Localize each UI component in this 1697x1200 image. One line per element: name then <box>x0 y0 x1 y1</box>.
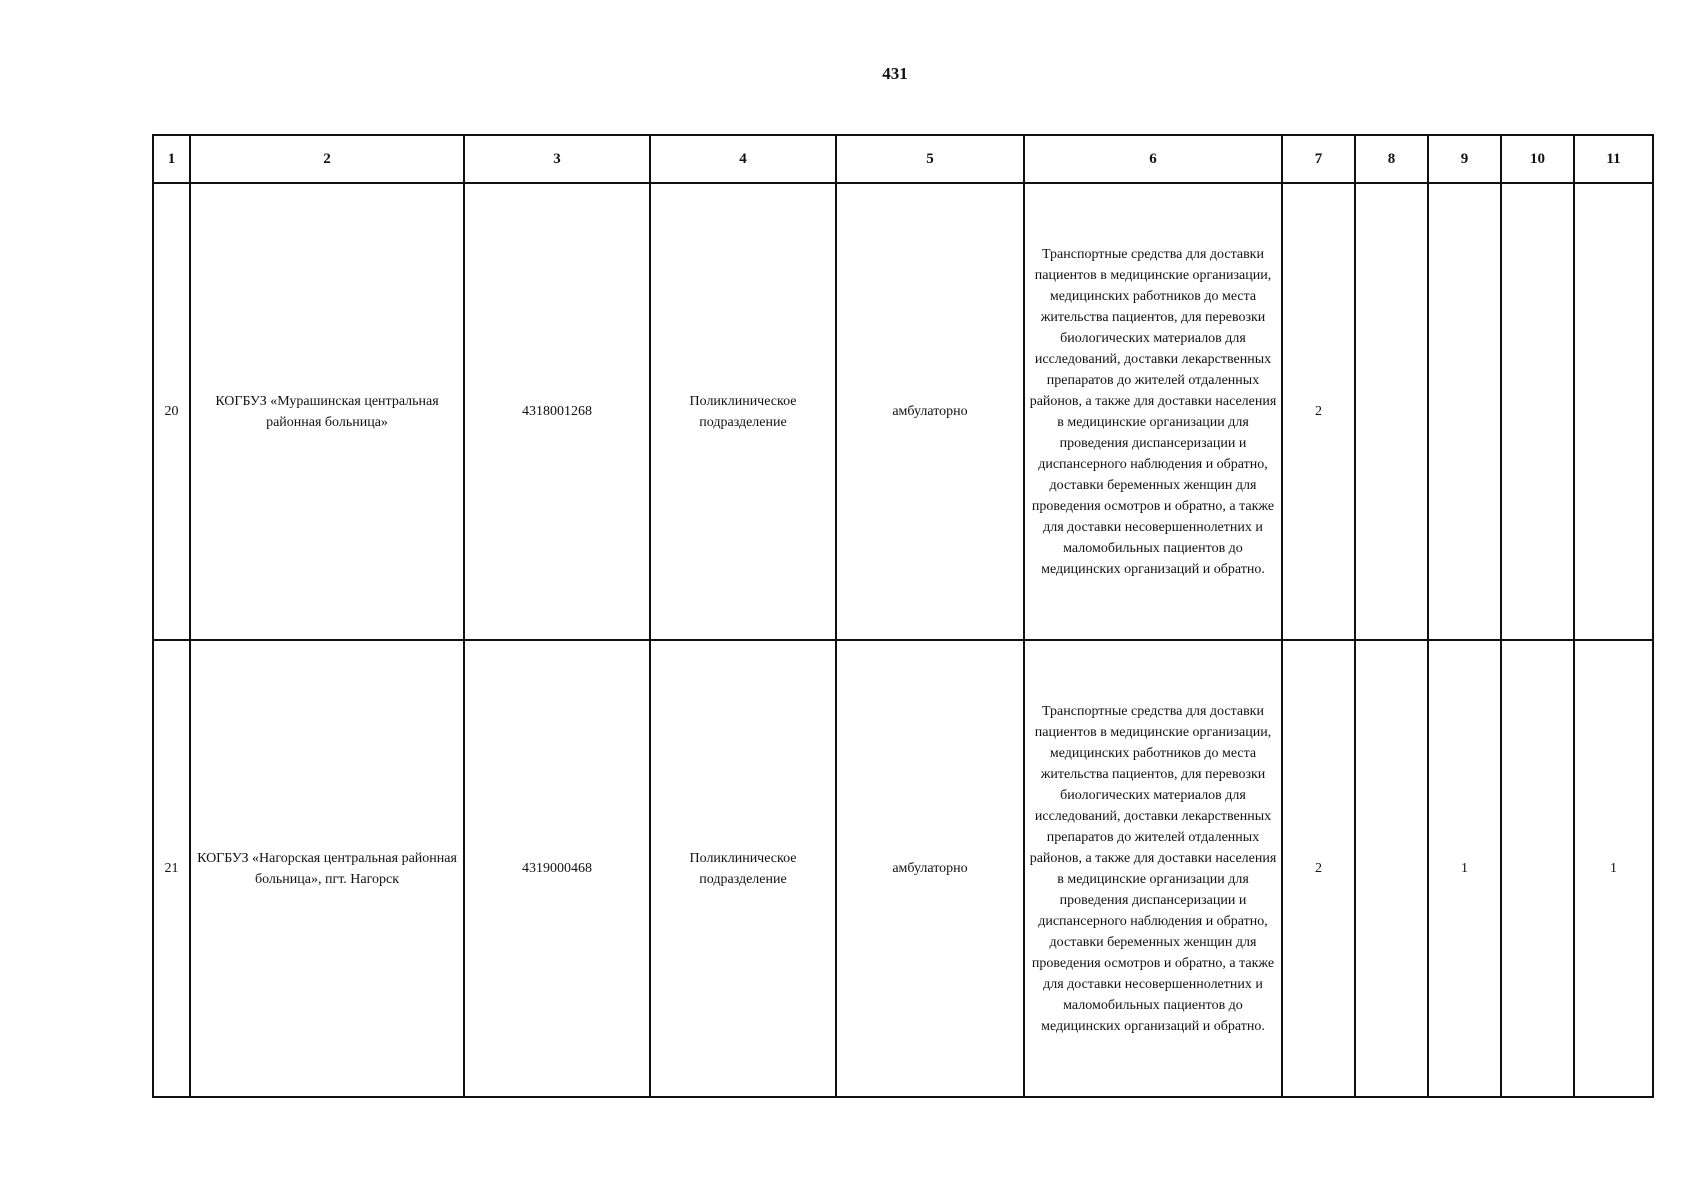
column-header-2: 2 <box>190 135 464 183</box>
cell-col-7: 2 <box>1282 640 1355 1097</box>
cell-col-9 <box>1428 183 1501 640</box>
unit-name: Поликлиническое подразделение <box>650 183 836 640</box>
column-header-1: 1 <box>153 135 190 183</box>
column-header-5: 5 <box>836 135 1024 183</box>
organization-name: КОГБУЗ «Нагорская центральная районная больница», пгт. Нагорск <box>190 640 464 1097</box>
cell-col-10 <box>1501 640 1574 1097</box>
column-header-10: 10 <box>1501 135 1574 183</box>
cell-col-7: 2 <box>1282 183 1355 640</box>
cell-col-9: 1 <box>1428 640 1501 1097</box>
care-mode: амбулаторно <box>836 640 1024 1097</box>
organization-name: КОГБУЗ «Мурашинская центральная районная больница» <box>190 183 464 640</box>
transport-description: Транспортные средства для доставки пациентов в медицинские организации, медицинских работников до места жительства пациентов, для перевозки биологических материалов для исследований, доставки лекарственных препаратов до жителей отдаленных районов, а также для доставки населения в медицинские организации для проведения диспансеризации и диспансерного наблюдения и обратно, доставки беременных женщин для проведения осмотров и обратно, а также для доставки несовершеннолетних и маломобильных пациентов до медицинских организаций и обратно. <box>1024 640 1282 1097</box>
row-number: 20 <box>153 183 190 640</box>
column-header-8: 8 <box>1355 135 1428 183</box>
column-header-6: 6 <box>1024 135 1282 183</box>
column-header-11: 11 <box>1574 135 1653 183</box>
table-row <box>153 183 1653 640</box>
cell-col-8 <box>1355 183 1428 640</box>
page-number: 431 <box>882 64 908 83</box>
column-header-9: 9 <box>1428 135 1501 183</box>
organization-inn: 4318001268 <box>464 183 650 640</box>
transport-description: Транспортные средства для доставки пациентов в медицинские организации, медицинских работников до места жительства пациентов, для перевозки биологических материалов для исследований, доставки лекарственных препаратов до жителей отдаленных районов, а также для доставки населения в медицинские организации для проведения диспансеризации и диспансерного наблюдения и обратно, доставки беременных женщин для проведения осмотров и обратно, а также для доставки несовершеннолетних и маломобильных пациентов до медицинских организаций и обратно. <box>1024 183 1282 640</box>
column-header-3: 3 <box>464 135 650 183</box>
data-table <box>152 134 1654 1098</box>
table-row <box>153 640 1653 1097</box>
cell-col-11: 1 <box>1574 640 1653 1097</box>
row-number: 21 <box>153 640 190 1097</box>
cell-col-8 <box>1355 640 1428 1097</box>
unit-name: Поликлиническое подразделение <box>650 640 836 1097</box>
column-header-7: 7 <box>1282 135 1355 183</box>
care-mode: амбулаторно <box>836 183 1024 640</box>
cell-col-11 <box>1574 183 1653 640</box>
column-header-4: 4 <box>650 135 836 183</box>
organization-inn: 4319000468 <box>464 640 650 1097</box>
header-row <box>153 135 1653 183</box>
cell-col-10 <box>1501 183 1574 640</box>
